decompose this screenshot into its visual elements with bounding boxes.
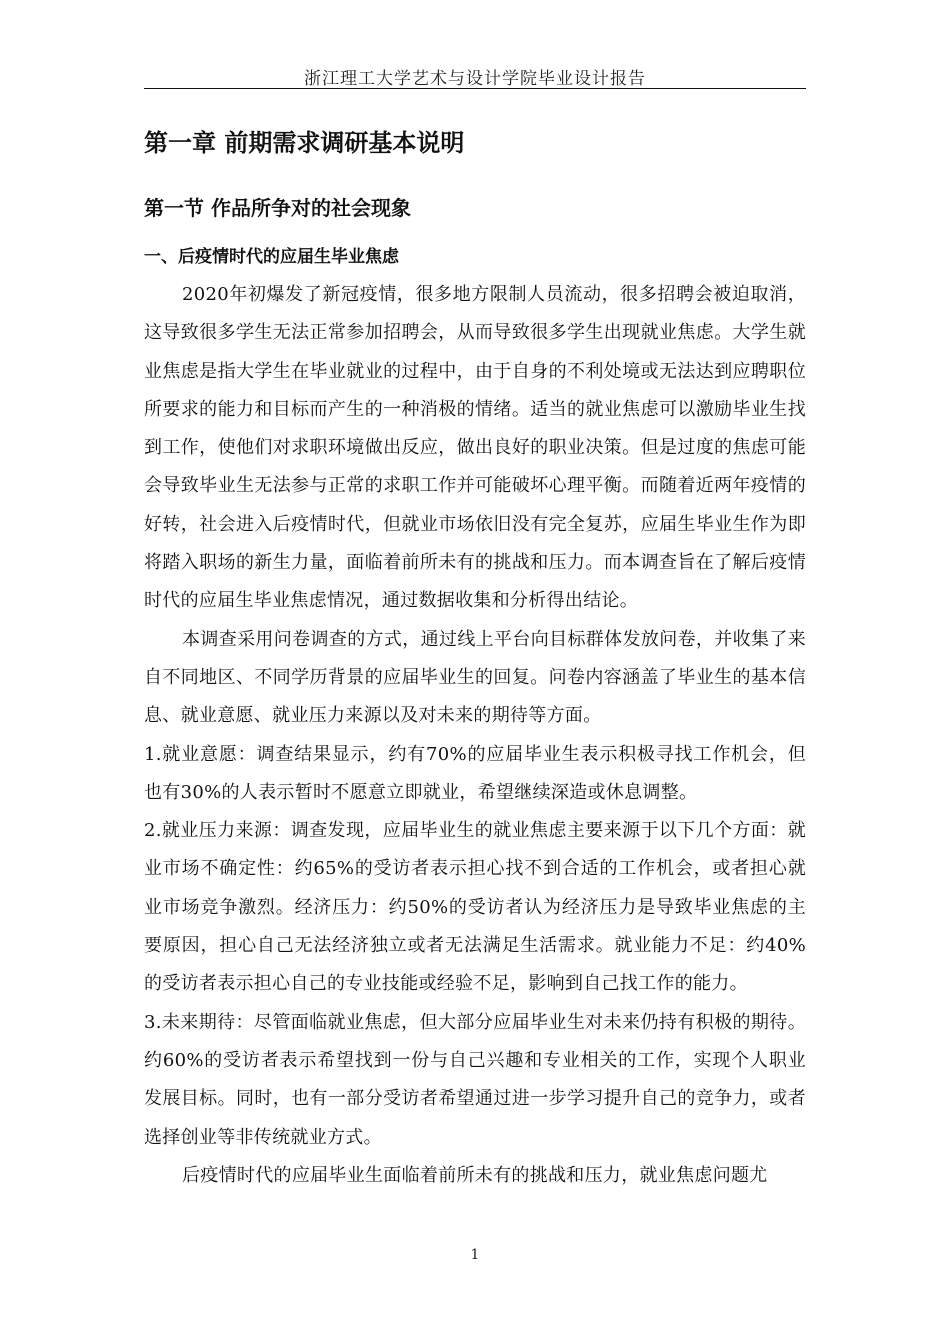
body-text — [144, 276, 806, 1195]
paragraph-future-expectations: 3.未来期待：尽管面临就业焦虑，但大部分应届毕业生对未来仍持有积极的期待。约60%的受访者表示希望找到一份与自己兴趣和专业相关的工作，实现个人职业发展目标。同时，也有一部分受访者希望通过进一步学习提升自己的竞争力，或者选择创业等非传统就业方式。 — [144, 1011, 806, 1148]
subsection-title: 一、后疫情时代的应届生毕业焦虑 — [144, 247, 399, 267]
chapter-title: 第一章 前期需求调研基本说明 — [144, 129, 465, 157]
running-header: 浙江理工大学艺术与设计学院毕业设计报告 — [304, 69, 646, 89]
header-divider — [144, 88, 806, 89]
paragraph-employment-intention: 1.就业意愿：调查结果显示，约有70%的应届毕业生表示积极寻找工作机会，但也有30%的人表示暂时不愿意立即就业，希望继续深造或休息调整。 — [144, 743, 806, 803]
page-number: 1 — [470, 1247, 480, 1263]
section-title: 第一节 作品所争对的社会现象 — [144, 196, 411, 220]
paragraph-background: 2020年初爆发了新冠疫情，很多地方限制人员流动，很多招聘会被迫取消，这导致很多学生无法正常参加招聘会，从而导致很多学生出现就业焦虑。大学生就业焦虑是指大学生在毕业就业的过程中，由于自身的不利处境或无法达到应聘职位所要求的能力和目标而产生的一种消极的情绪。适当的就业焦虑可以激励毕业生找到工作，使他们对求职环境做出反应，做出良好的职业决策。但是过度的焦虑可能会导致毕业生无法参与正常的求职工作并可能破坏心理平衡。而随着近两年疫情的好转，社会进入后疫情时代，但就业市场依旧没有完全复苏，应届生毕业生作为即将踏入职场的新生力量，面临着前所未有的挑战和压力。而本调查旨在了解后疫情时代的应届生毕业焦虑情况，通过数据收集和分析得出结论。 — [144, 284, 806, 612]
paragraph-method: 本调查采用问卷调查的方式，通过线上平台向目标群体发放问卷，并收集了来自不同地区、不同学历背景的应届毕业生的回复。问卷内容涵盖了毕业生的基本信息、就业意愿、就业压力来源以及对未来的期待等方面。 — [144, 628, 806, 727]
paragraph-pressure-sources: 2.就业压力来源：调查发现，应届毕业生的就业焦虑主要来源于以下几个方面：就业市场不确定性：约65%的受访者表示担心找不到合适的工作机会，或者担心就业市场竞争激烈。经济压力：约50%的受访者认为经济压力是导致毕业焦虑的主要原因，担心自己无法经济独立或者无法满足生活需求。就业能力不足：约40%的受访者表示担心自己的专业技能或经验不足，影响到自己找工作的能力。 — [144, 820, 806, 995]
paragraph-conclusion: 后疫情时代的应届毕业生面临着前所未有的挑战和压力，就业焦虑问题尤 — [182, 1164, 768, 1186]
